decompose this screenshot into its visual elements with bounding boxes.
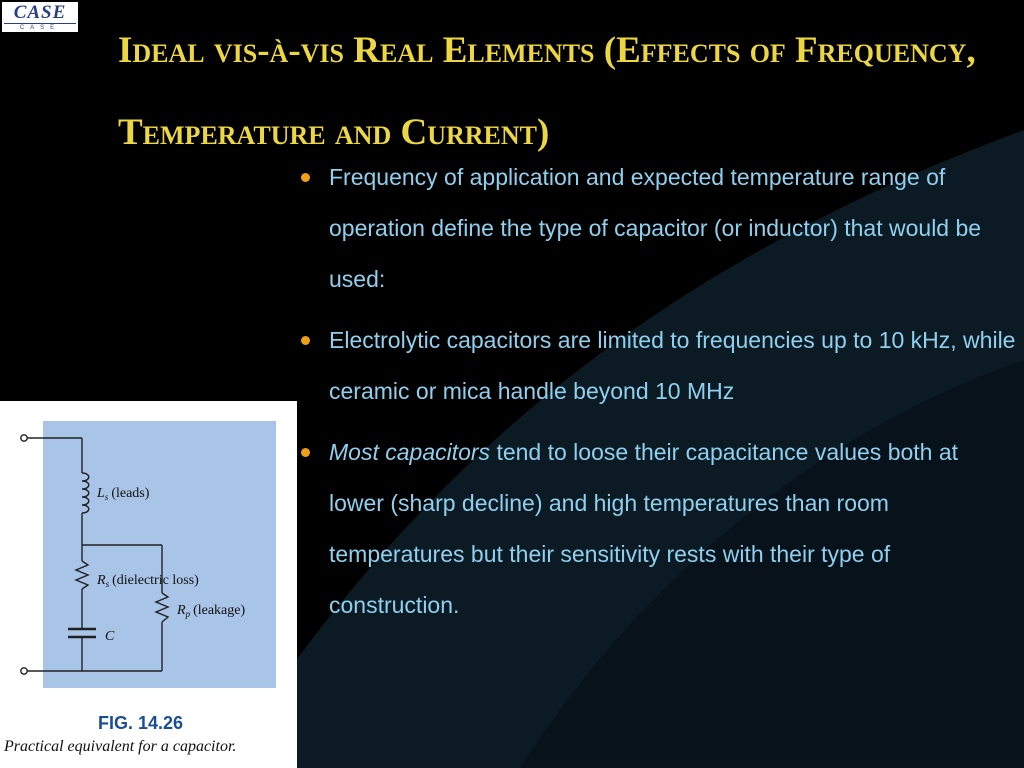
rp-label	[176, 603, 245, 619]
logo-subtext: CASE	[4, 23, 76, 32]
resistor-rp	[156, 593, 168, 622]
rs-subscript: s	[105, 579, 110, 589]
rp-symbol: R	[177, 603, 186, 618]
figure-number: FIG. 14.26	[98, 713, 184, 733]
ls-symbol: L	[97, 486, 105, 501]
figure-caption: Practical equivalent for a capacitor.	[4, 738, 237, 755]
bullet-text: Electrolytic capacitors are limited to frequencies up to 10 kHz, while ceramic or mica handle beyond 10 MHz	[329, 327, 1016, 404]
top-terminal	[21, 435, 27, 441]
rp-subscript: p	[185, 609, 191, 619]
rs-label	[96, 573, 199, 589]
bullet-emphasis: Most capacitors	[329, 439, 491, 465]
bullet-text: tend to loose their capacitance values both at lower (sharp decline) and high temperatures than room temperatures but their sensitivity rests with their type of construction.	[329, 439, 959, 618]
inductor-ls	[82, 473, 89, 513]
logo-mark: CASE	[13, 2, 67, 23]
c-symbol: C	[105, 629, 115, 644]
resistor-rs	[76, 561, 88, 589]
bullet-list	[300, 152, 1018, 641]
bullet-dot	[301, 448, 310, 457]
ls-label	[96, 486, 150, 502]
ls-subscript: s	[104, 492, 109, 502]
case-logo	[2, 2, 78, 32]
circuit-diagram	[0, 401, 297, 701]
bullet-item	[300, 152, 1018, 305]
bullet-text: Frequency of application and expected temperature range of operation define the type of capacitor (or inductor) that would be used:	[329, 164, 982, 292]
bullet-dot	[301, 173, 310, 182]
slide-title: Ideal vis-à-vis Real Elements (Effects of Frequency, Temperature and Current)	[118, 30, 976, 153]
bullet-dot	[301, 336, 310, 345]
bullet-item	[300, 315, 1018, 417]
bullet-item	[300, 427, 1018, 631]
capacitor-figure	[0, 401, 297, 768]
rs-description: (dielectric loss)	[112, 573, 199, 588]
bottom-terminal	[21, 668, 27, 674]
rs-symbol: R	[97, 573, 106, 588]
rp-description: (leakage)	[193, 603, 246, 618]
c-label	[105, 629, 115, 644]
ls-description: (leads)	[111, 486, 150, 501]
